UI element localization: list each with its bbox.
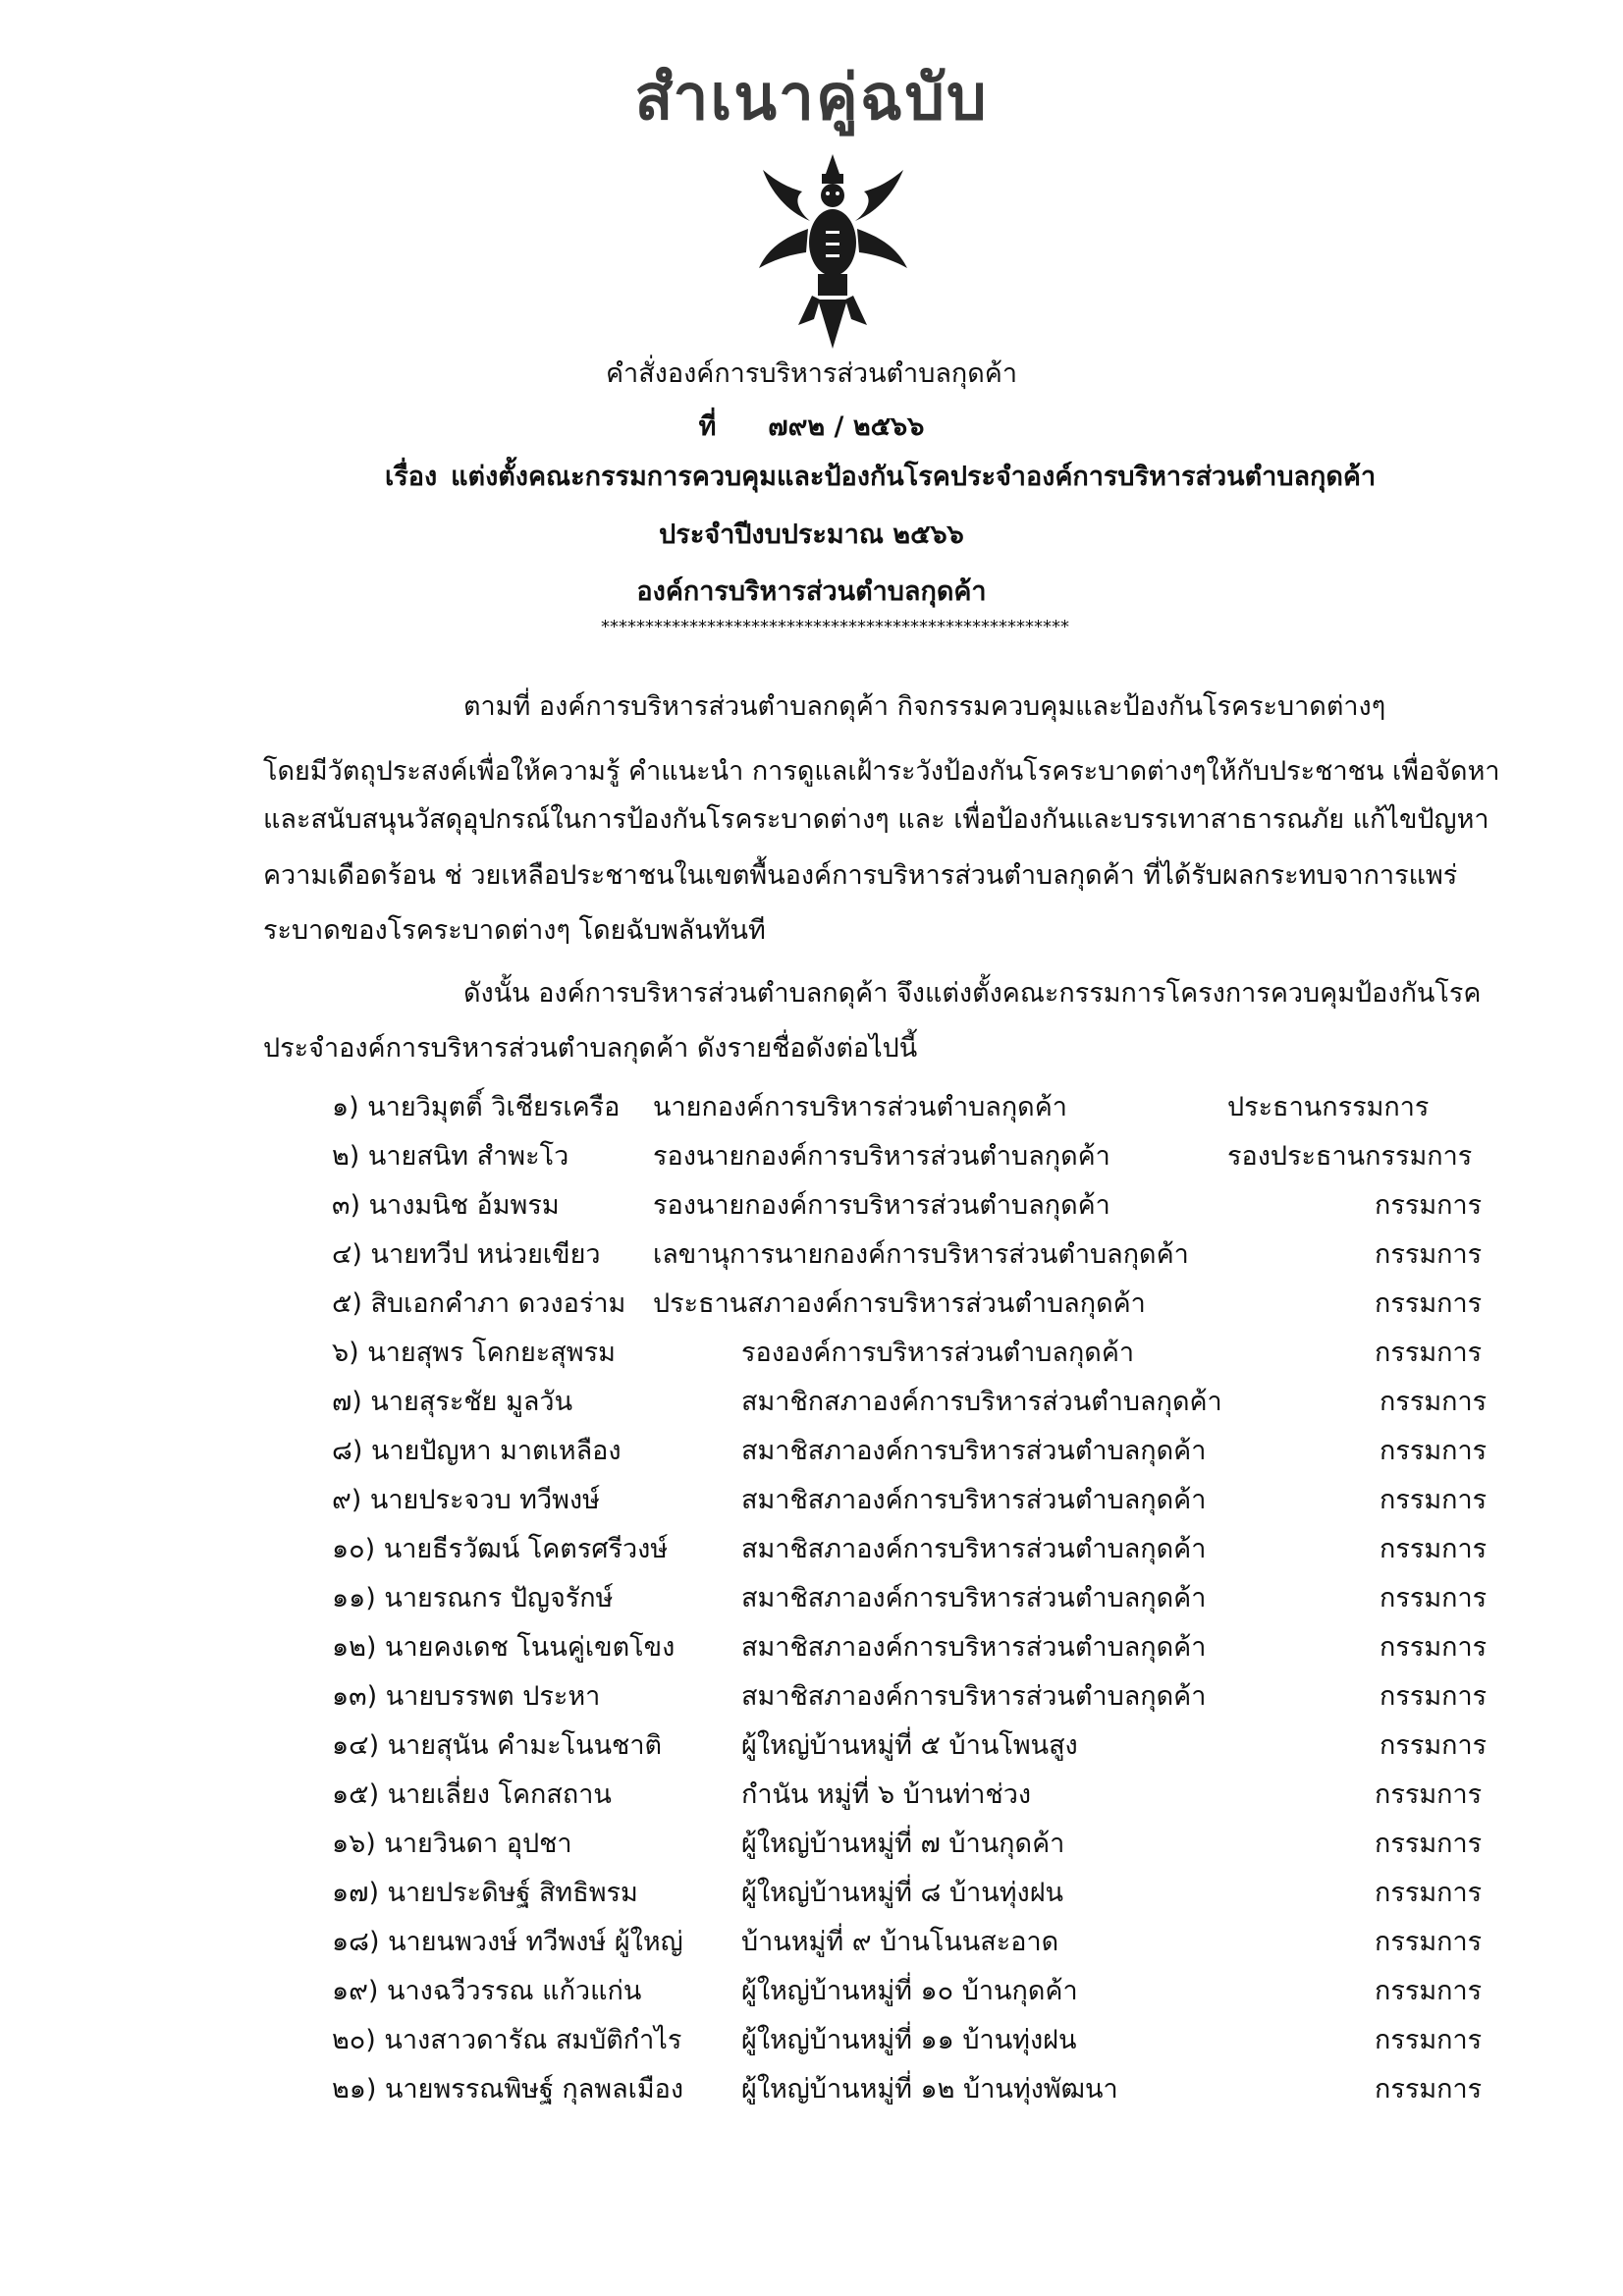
committee-row: [0, 1380, 1623, 1423]
member-name: ๑๔) นายสุนัน คำมะโนนชาติ: [332, 1730, 663, 1761]
member-role: กรรมการ: [1375, 1239, 1483, 1270]
member-position: สมาชิสภาองค์การบริหารส่วนตำบลกุดค้า: [741, 1681, 1207, 1712]
member-position: เลขานุการนายกองค์การบริหารส่วนตำบลกุดค้า: [653, 1239, 1189, 1270]
committee-row: [0, 1282, 1623, 1325]
member-position: สมาชิสภาองค์การบริหารส่วนตำบลกุดค้า: [741, 1485, 1207, 1515]
member-name: ๑๐) นายธีรวัฒน์ โคตรศรีวงษ์: [332, 1534, 669, 1564]
member-role: กรรมการ: [1380, 1730, 1488, 1761]
order-number: [0, 405, 1623, 447]
member-role: รองประธานกรรมการ: [1227, 1141, 1473, 1172]
member-name: ๑๗) นายประดิษฐ์ สิทธิพรม: [332, 1878, 638, 1908]
member-role: กรรมการ: [1375, 1288, 1483, 1319]
member-role: กรรมการ: [1380, 1681, 1488, 1712]
committee-row: [0, 1085, 1623, 1128]
member-position: ผู้ใหญ่บ้านหมู่ที่ ๕ บ้านโพนสูง: [741, 1730, 1078, 1761]
committee-row: [0, 1625, 1623, 1668]
committee-row: [0, 1527, 1623, 1570]
member-role: กรรมการ: [1380, 1632, 1488, 1663]
committee-row: [0, 1576, 1623, 1619]
member-role: ประธานกรรมการ: [1227, 1092, 1430, 1122]
member-position: สมาชิกสภาองค์การบริหารส่วนตำบลกุดค้า: [741, 1387, 1222, 1417]
committee-row: [0, 1773, 1623, 1816]
committee-row: [0, 1871, 1623, 1914]
organization-name: องค์การบริหารส่วนตำบลกุดค้า: [636, 576, 987, 607]
committee-row: [0, 2018, 1623, 2061]
member-role: กรรมการ: [1375, 1190, 1483, 1221]
committee-row: [0, 2067, 1623, 2110]
committee-row: [0, 1723, 1623, 1767]
member-role: กรรมการ: [1380, 1485, 1488, 1515]
member-name: ๗) นายสุระชัย มูลวัน: [332, 1387, 573, 1417]
subject-label: เรื่อง: [385, 462, 438, 492]
member-role: กรรมการ: [1380, 1387, 1488, 1417]
committee-row: [0, 1429, 1623, 1472]
member-name: ๒๐) นางสาวดารัณ สมบัติกำไร: [332, 2025, 682, 2055]
member-name: ๑๓) นายบรรพต ประหา: [332, 1681, 601, 1712]
member-position: ผู้ใหญ่บ้านหมู่ที่ ๘ บ้านทุ่งฝน: [741, 1878, 1063, 1908]
committee-row: [0, 1478, 1623, 1521]
subject-text: แต่งตั้งคณะกรรมการควบคุมและป้องกันโรคประจำองค์การบริหารส่วนตำบลกุดค้า: [451, 462, 1377, 492]
committee-row: [0, 1674, 1623, 1718]
committee-row: [0, 1134, 1623, 1177]
member-name: ๑๕) นายเลี่ยง โคกสถาน: [332, 1779, 612, 1810]
member-name: ๖) นายสุพร โคกยะสุพรม: [332, 1338, 616, 1368]
member-name: ๑๘) นายนพวงษ์ ทวีพงษ์ ผู้ใหญ่: [332, 1927, 683, 1957]
paragraph-line: ตามที่ องค์การบริหารส่วนตำบลกดุค้า กิจกรรมควบคุมและป้องกันโรคระบาดต่างๆ: [463, 691, 1386, 722]
member-name: ๕) สิบเอกคำภา ดวงอร่าม: [332, 1288, 626, 1319]
member-name: ๑๑) นายรณกร ปัญจรักษ์: [332, 1583, 614, 1613]
divider-line: *****************************************************: [601, 617, 1069, 637]
member-name: ๓) นางมนิช อ้มพรม: [332, 1190, 560, 1221]
committee-row: [0, 1969, 1623, 2012]
paragraph-line: โดยมีวัตถุประสงค์เพื่อให้ความรู้ คำแนะนำ การดูแลเฝ้าระวังป้องกันโรคระบาดต่างๆให้กับประชาชน เพื่อจัดหา: [263, 756, 1500, 787]
member-position: สมาชิสภาองค์การบริหารส่วนตำบลกุดค้า: [741, 1436, 1207, 1466]
member-role: กรรมการ: [1380, 1534, 1488, 1564]
member-role: กรรมการ: [1375, 1338, 1483, 1368]
order-number-label: ที่: [698, 411, 717, 442]
fiscal-year: ประจำปีงบประมาณ ๒๕๖๖: [659, 519, 964, 550]
order-title: คำสั่งองค์การบริหารส่วนตำบลกุดค้า: [605, 358, 1018, 389]
committee-row: [0, 1232, 1623, 1276]
committee-row: [0, 1920, 1623, 1963]
member-position: รององค์การบริหารส่วนตำบลกุดค้า: [741, 1338, 1135, 1368]
committee-row: [0, 1331, 1623, 1374]
member-position: ประธานสภาองค์การบริหารส่วนตำบลกุดค้า: [653, 1288, 1146, 1319]
member-role: กรรมการ: [1380, 1436, 1488, 1466]
member-position: นายกองค์การบริหารส่วนตำบลกุดค้า: [653, 1092, 1067, 1122]
member-name: ๘) นายปัญหา มาตเหลือง: [332, 1436, 622, 1466]
paragraph-line: ความเดือดร้อน ช่ วยเหลือประชาชนในเขตพื้นองค์การบริหารส่วนตำบลกุดค้า ที่ได้รับผลกระทบจาการแพร่: [263, 860, 1458, 891]
copy-stamp: สำเนาคู่ฉบับ: [634, 62, 989, 135]
member-position: ผู้ใหญ่บ้านหมู่ที่ ๑๑ บ้านทุ่งฝน: [741, 2025, 1077, 2055]
member-name: ๑) นายวิมุตติ์ วิเชียรเครือ: [332, 1092, 621, 1122]
member-role: กรรมการ: [1375, 2025, 1483, 2055]
member-position: ผู้ใหญ่บ้านหมู่ที่ ๑๒ บ้านทุ่งพัฒนา: [741, 2074, 1118, 2105]
member-name: ๔) นายทวีป หน่วยเขียว: [332, 1239, 601, 1270]
committee-row: [0, 1822, 1623, 1865]
paragraph-line: ระบาดของโรคระบาดต่างๆ โดยฉับพลันทันที: [263, 915, 766, 946]
member-position: ผู้ใหญ่บ้านหมู่ที่ ๗ บ้านกุดค้า: [741, 1829, 1065, 1859]
member-position: สมาชิสภาองค์การบริหารส่วนตำบลกุดค้า: [741, 1534, 1207, 1564]
member-role: กรรมการ: [1375, 1829, 1483, 1859]
member-name: ๒๑) นายพรรณพิษฐ์ กุลพลเมือง: [332, 2074, 684, 2105]
paragraph-line: ดังนั้น องค์การบริหารส่วนตำบลกดุค้า จึงแต่งตั้งคณะกรรมการโครงการควบคุมป้องกันโรค: [463, 978, 1482, 1009]
member-name: ๑๖) นายวินดา อุปชา: [332, 1829, 572, 1859]
member-position: สมาชิสภาองค์การบริหารส่วนตำบลกุดค้า: [741, 1583, 1207, 1613]
member-name: ๑๒) นายคงเดช โนนคู่เขตโขง: [332, 1632, 676, 1663]
member-position: รองนายกองค์การบริหารส่วนตำบลกุดค้า: [653, 1190, 1110, 1221]
member-position: กำนัน หมู่ที่ ๖ บ้านท่าช่วง: [741, 1779, 1032, 1810]
paragraph-line: ประจำองค์การบริหารส่วนตำบลกุดค้า ดังรายชื่อดังต่อไปนี้: [263, 1033, 918, 1064]
member-name: ๙) นายประจวบ ทวีพงษ์: [332, 1485, 600, 1515]
garuda-emblem-icon: [757, 152, 909, 354]
order-subject: [385, 455, 1376, 497]
order-number-value: ๗๙๒ / ๒๕๖๖: [768, 411, 925, 442]
member-position: รองนายกองค์การบริหารส่วนตำบลกุดค้า: [653, 1141, 1110, 1172]
member-role: กรรมการ: [1375, 1779, 1483, 1810]
member-position: ผู้ใหญ่บ้านหมู่ที่ ๑๐ บ้านกุดค้า: [741, 1976, 1078, 2006]
member-position: บ้านหมู่ที่ ๙ บ้านโนนสะอาด: [741, 1927, 1059, 1957]
member-role: กรรมการ: [1380, 1583, 1488, 1613]
member-role: กรรมการ: [1375, 1976, 1483, 2006]
member-role: กรรมการ: [1375, 1927, 1483, 1957]
member-name: ๑๙) นางฉวีวรรณ แก้วแก่น: [332, 1976, 642, 2006]
paragraph-line: และสนับสนุนวัสดุอุปกรณ์ในการป้องกันโรคระบาดต่างๆ และ เพื่อป้องกันและบรรเทาสาธารณภัย แก้ไขปัญหา: [263, 804, 1489, 835]
committee-row: [0, 1183, 1623, 1227]
member-name: ๒) นายสนิท สำพะโว: [332, 1141, 569, 1172]
member-role: กรรมการ: [1375, 2074, 1483, 2105]
member-position: สมาชิสภาองค์การบริหารส่วนตำบลกุดค้า: [741, 1632, 1207, 1663]
member-role: กรรมการ: [1375, 1878, 1483, 1908]
